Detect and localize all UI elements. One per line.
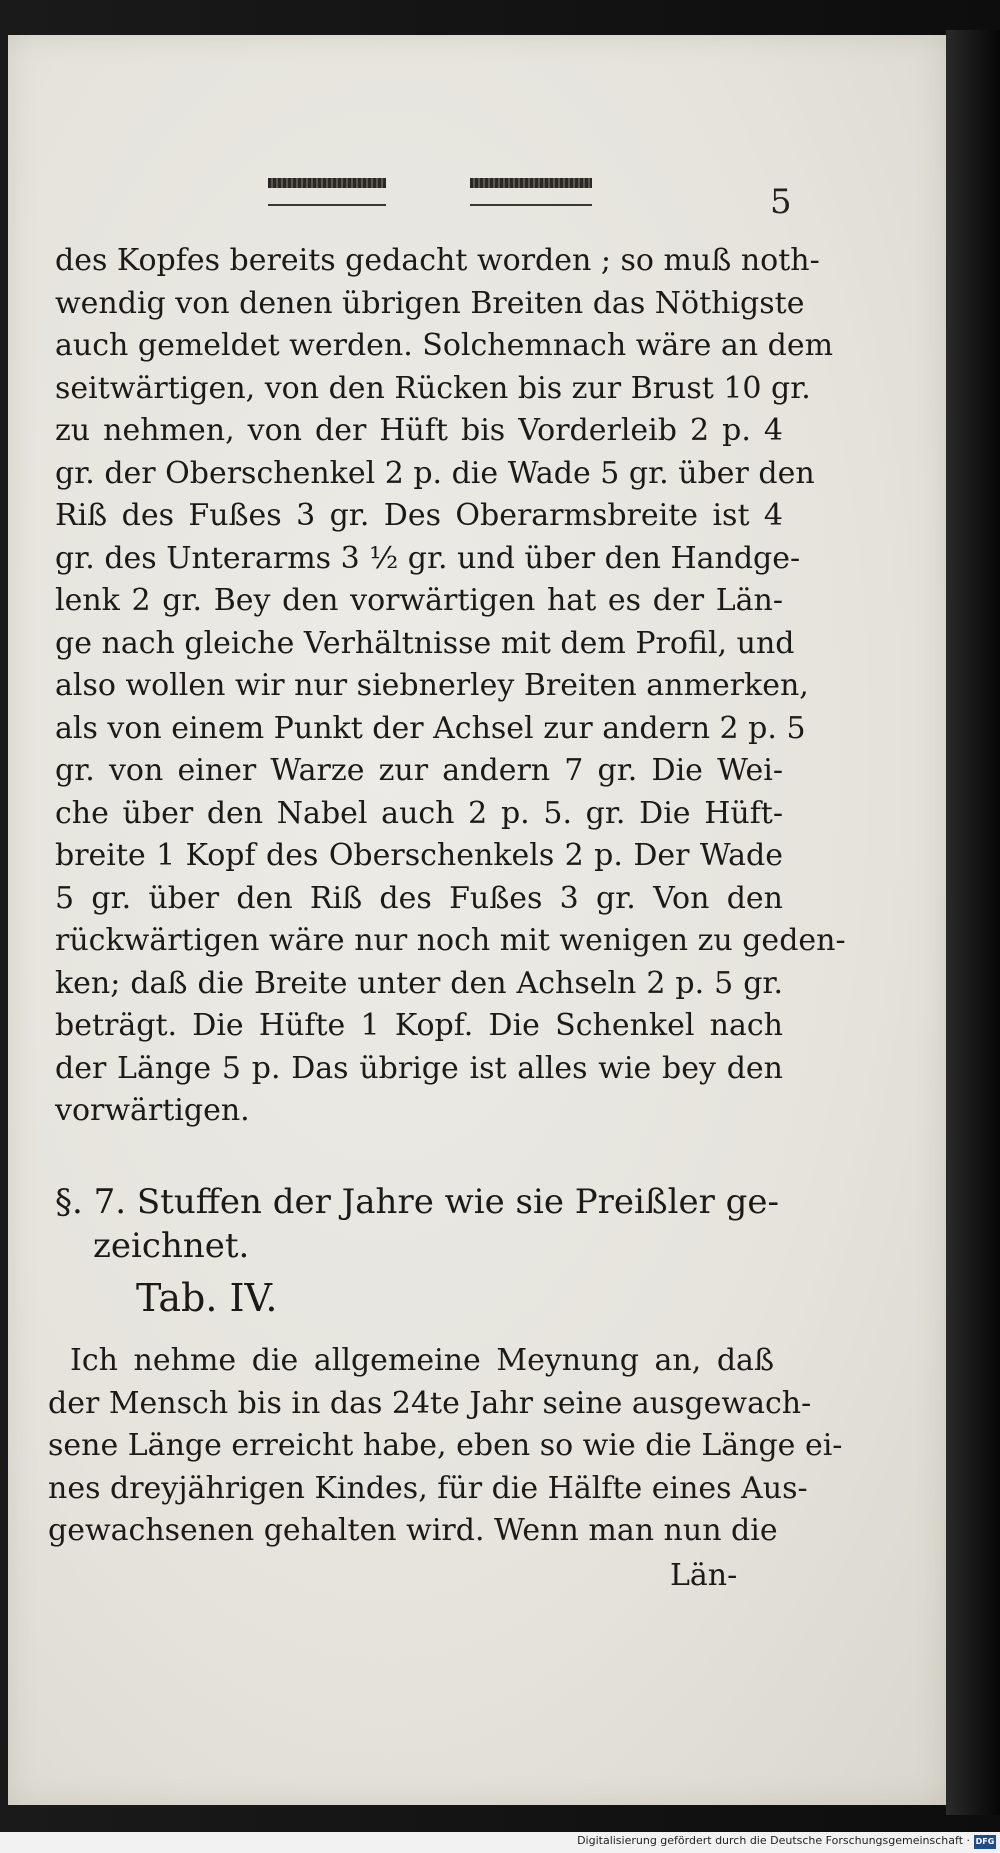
catchword: Län- [670, 1558, 738, 1593]
text-line: zu nehmen, von der Hüft bis Vorderleib 2 p. 4 [55, 413, 783, 448]
text-line: seitwärtigen, von den Rücken bis zur Brust 10 gr. [55, 370, 811, 406]
header-ornament-right [470, 178, 592, 208]
body-paragraph [55, 240, 846, 1133]
text-line: ken; daß die Breite unter den Achseln 2 p. 5 gr. [55, 965, 783, 1001]
text-line: vorwärtigen. [55, 1093, 250, 1128]
text-line: gr. des Unterarms 3 ½ gr. und über den Handge- [55, 540, 801, 576]
text-line: 5 gr. über den Riß des Fußes 3 gr. Von den [55, 880, 783, 916]
table-reference: Tab. IV. [136, 1276, 278, 1320]
text-line: der Länge 5 p. Das übrige ist alles wie bey den [55, 1050, 783, 1086]
text-line: gr. der Oberschenkel 2 p. die Wade 5 gr. über den [55, 455, 815, 491]
text-line: also wollen wir nur siebnerley Breiten anmerken, [55, 668, 809, 703]
second-paragraph [48, 1340, 843, 1553]
text-line: als von einem Punkt der Achsel zur andern 2 p. 5 [55, 710, 806, 746]
text-line: breite 1 Kopf des Oberschenkels 2 p. Der Wade [55, 838, 783, 873]
header-ornament-left [268, 178, 386, 208]
text-line: wendig von denen übrigen Breiten das Nöthigste [55, 285, 805, 321]
text-line: Ich nehme die allgemeine Meynung an, daß [70, 1343, 774, 1378]
text-line: gewachsenen gehalten wird. Wenn man nun die [48, 1513, 778, 1548]
text-line: ge nach gleiche Verhältnisse mit dem Profil, und [55, 625, 795, 661]
text-line: der Mensch bis in das 24te Jahr seine ausgewach- [48, 1385, 812, 1421]
heading-line: zeichnet. [93, 1226, 250, 1266]
text-line: Riß des Fußes 3 gr. Des Oberarmsbreite ist 4 [55, 498, 783, 533]
binding-shadow [946, 30, 1000, 1815]
dfg-logo-icon: DFG [974, 1835, 996, 1849]
footer-credit: Digitalisierung gefördert durch die Deutsche Forschungsgemeinschaft · [577, 1834, 970, 1847]
text-line: gr. von einer Warze zur andern 7 gr. Die Wei- [55, 753, 783, 788]
section-heading [55, 1180, 783, 1268]
heading-line: §. 7. Stuffen der Jahre wie sie Preißler ge- [55, 1182, 780, 1222]
text-line: des Kopfes bereits gedacht worden ; so muß noth- [55, 243, 820, 278]
text-line: lenk 2 gr. Bey den vorwärtigen hat es der Län- [55, 583, 783, 618]
text-line: che über den Nabel auch 2 p. 5. gr. Die Hüft- [55, 795, 783, 831]
text-line: beträgt. Die Hüfte 1 Kopf. Die Schenkel nach [55, 1008, 783, 1043]
text-line: nes dreyjährigen Kindes, für die Hälfte eines Aus- [48, 1470, 808, 1506]
text-line: auch gemeldet werden. Solchemnach wäre an dem [55, 328, 834, 363]
text-line: rückwärtigen wäre nur noch mit wenigen zu geden- [55, 923, 846, 958]
text-line: sene Länge erreicht habe, eben so wie die Länge ei- [48, 1428, 843, 1463]
page-number: 5 [770, 182, 792, 222]
